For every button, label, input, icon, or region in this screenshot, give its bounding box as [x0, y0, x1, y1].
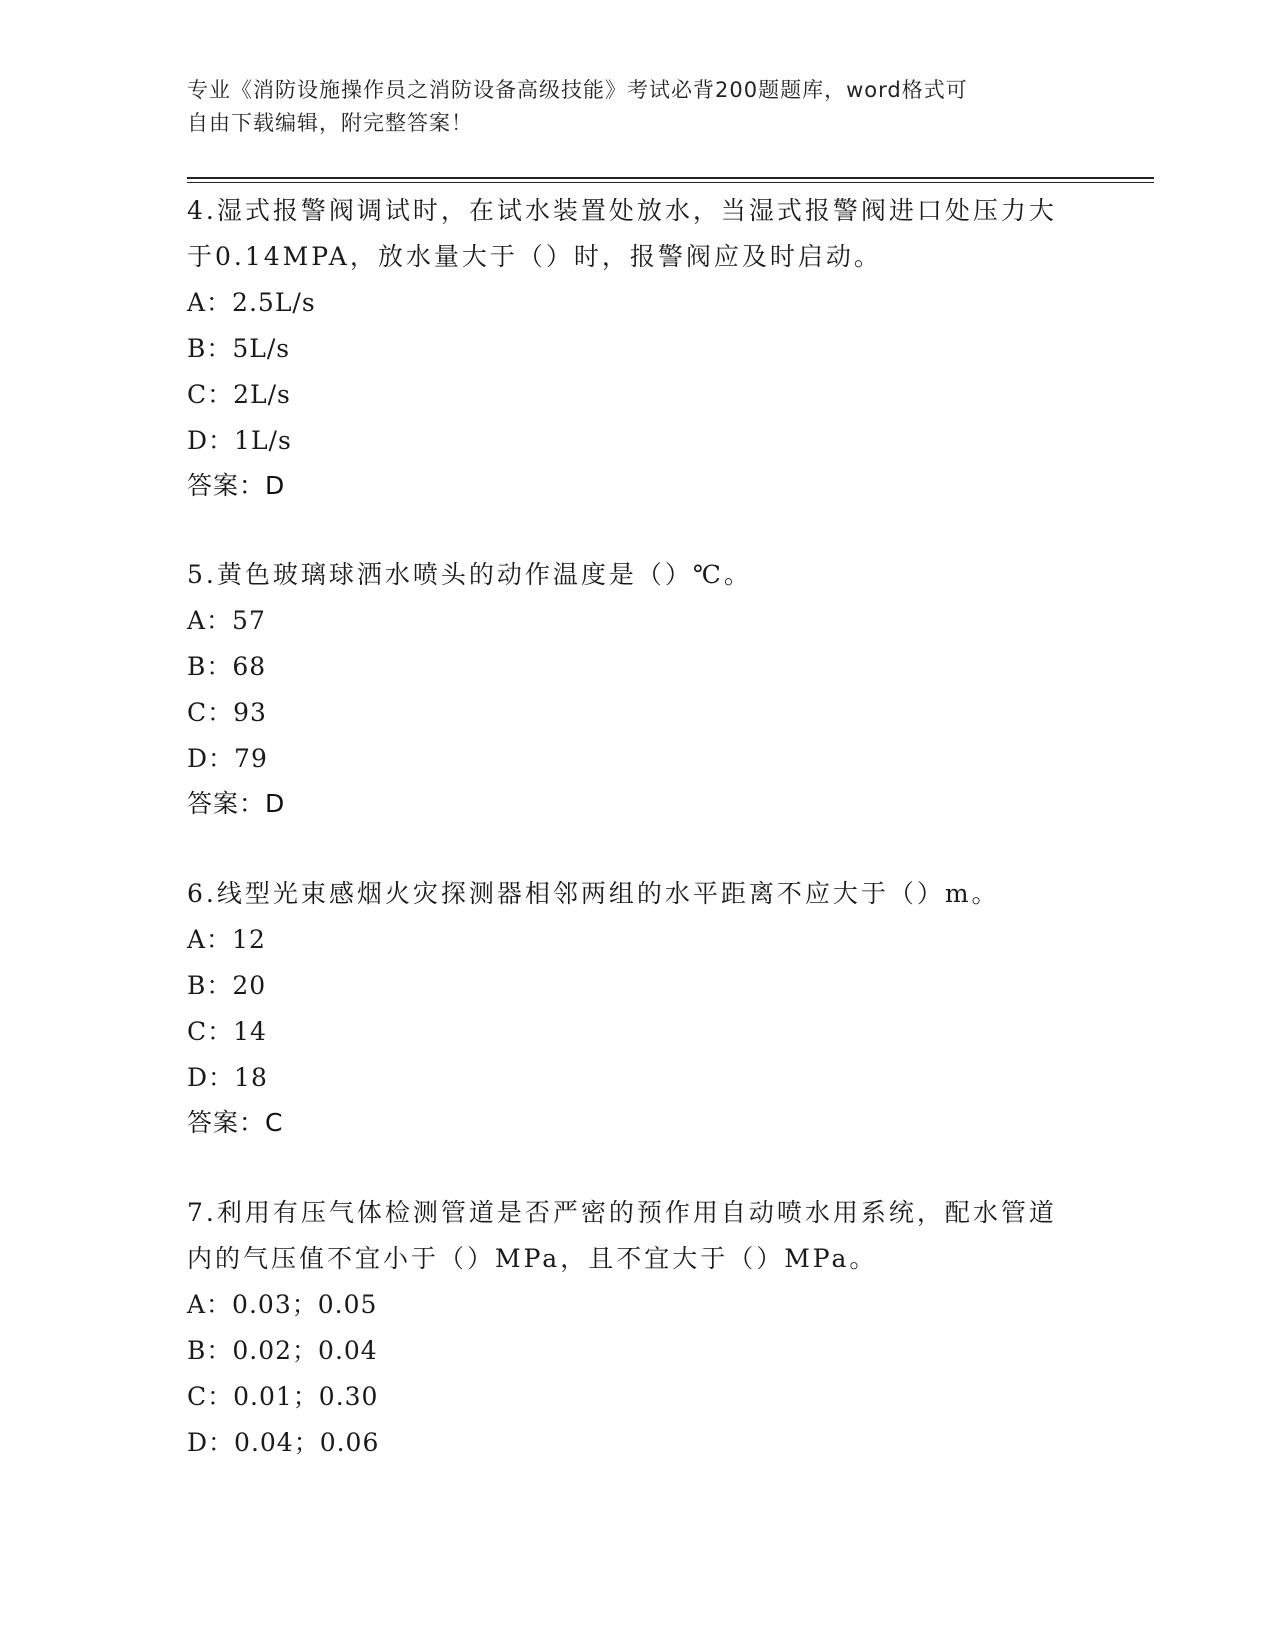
header-divider-thin	[187, 182, 1154, 183]
question-stem: 5.黄色玻璃球洒水喷头的动作温度是（）℃。	[187, 560, 752, 589]
option-c: C：0.01；0.30	[187, 1382, 379, 1411]
question-stem: 6.线型光束感烟火灾探测器相邻两组的水平距离不应大于（）m。	[187, 879, 1000, 908]
option-d: D：79	[187, 744, 268, 773]
question-stem: 4.湿式报警阀调试时，在试水装置处放水，当湿式报警阀进口处压力大于0.14MPA，放水量大于（）时，报警阀应及时启动。	[187, 196, 1057, 271]
document-header	[187, 74, 1067, 140]
option-b: B：5L/s	[187, 334, 291, 363]
option-d: D：0.04；0.06	[187, 1428, 380, 1457]
header-line-2: 自由下载编辑，附完整答案！	[187, 111, 473, 135]
option-b: B：0.02；0.04	[187, 1336, 378, 1365]
option-a: A：0.03；0.05	[187, 1290, 378, 1319]
header-divider-thick	[187, 177, 1154, 179]
option-d: D：1L/s	[187, 426, 292, 455]
header-line-1: 专业《消防设施操作员之消防设备高级技能》考试必背200题题库，word格式可	[187, 78, 968, 102]
answer: 答案：C	[187, 1108, 284, 1137]
option-a: A：57	[187, 606, 266, 635]
question-4	[187, 188, 1087, 508]
option-b: B：68	[187, 652, 267, 681]
question-7	[187, 1190, 1087, 1466]
option-c: C：2L/s	[187, 380, 291, 409]
option-c: C：14	[187, 1017, 267, 1046]
answer: 答案：D	[187, 789, 286, 818]
option-a: A：12	[187, 925, 266, 954]
option-d: D：18	[187, 1063, 268, 1092]
question-5	[187, 552, 1087, 826]
answer: 答案：D	[187, 471, 286, 500]
question-6	[187, 871, 1087, 1145]
option-a: A：2.5L/s	[187, 288, 316, 317]
question-stem: 7.利用有压气体检测管道是否严密的预作用自动喷水用系统，配水管道内的气压值不宜小于（）MPa，且不宜大于（）MPa。	[187, 1198, 1057, 1273]
option-c: C：93	[187, 698, 267, 727]
option-b: B：20	[187, 971, 267, 1000]
